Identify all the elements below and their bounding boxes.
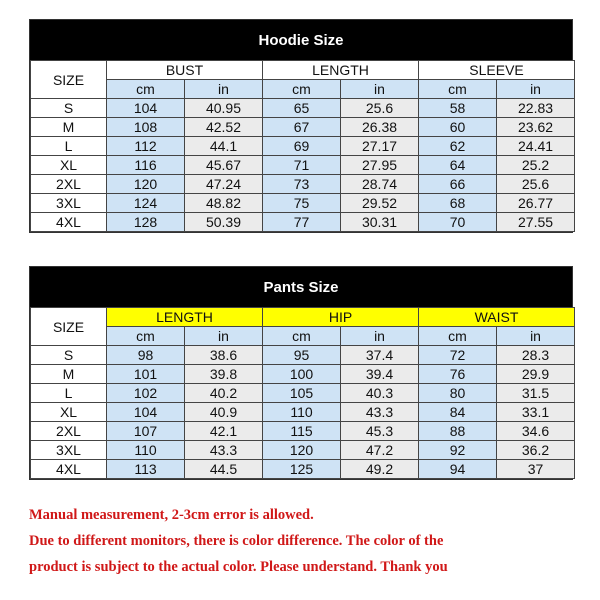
in-value-cell: 48.82	[185, 194, 263, 213]
table-row	[31, 137, 575, 156]
table-row	[31, 365, 575, 384]
cm-value-cell: 94	[419, 460, 497, 479]
pants-title: Pants Size	[30, 267, 572, 307]
cm-value-cell: 100	[263, 365, 341, 384]
hoodie-size-chart	[29, 19, 573, 233]
in-value-cell: 29.52	[341, 194, 419, 213]
table-row	[31, 175, 575, 194]
cm-value-cell: 112	[107, 137, 185, 156]
in-value-cell: 36.2	[497, 441, 575, 460]
unit-header: in	[341, 80, 419, 99]
pants-size-chart	[29, 266, 573, 480]
table-row	[31, 403, 575, 422]
cm-value-cell: 71	[263, 156, 341, 175]
pants-unit-row	[31, 327, 575, 346]
cm-value-cell: 115	[263, 422, 341, 441]
size-cell: L	[31, 384, 107, 403]
pants-group-hip: HIP	[263, 308, 419, 327]
hoodie-unit-row	[31, 80, 575, 99]
in-value-cell: 26.77	[497, 194, 575, 213]
in-value-cell: 30.31	[341, 213, 419, 232]
size-cell: 4XL	[31, 460, 107, 479]
in-value-cell: 27.55	[497, 213, 575, 232]
table-row	[31, 213, 575, 232]
cm-value-cell: 124	[107, 194, 185, 213]
cm-value-cell: 65	[263, 99, 341, 118]
table-row	[31, 156, 575, 175]
pants-group-header-row	[31, 308, 575, 327]
hoodie-group-length: LENGTH	[263, 61, 419, 80]
in-value-cell: 49.2	[341, 460, 419, 479]
in-value-cell: 43.3	[185, 441, 263, 460]
cm-value-cell: 98	[107, 346, 185, 365]
in-value-cell: 31.5	[497, 384, 575, 403]
in-value-cell: 33.1	[497, 403, 575, 422]
cm-value-cell: 88	[419, 422, 497, 441]
in-value-cell: 42.52	[185, 118, 263, 137]
in-value-cell: 42.1	[185, 422, 263, 441]
in-value-cell: 50.39	[185, 213, 263, 232]
cm-value-cell: 73	[263, 175, 341, 194]
cm-value-cell: 116	[107, 156, 185, 175]
hoodie-size-table	[30, 60, 575, 232]
in-value-cell: 45.67	[185, 156, 263, 175]
size-cell: S	[31, 346, 107, 365]
cm-value-cell: 108	[107, 118, 185, 137]
size-cell: 2XL	[31, 175, 107, 194]
cm-value-cell: 80	[419, 384, 497, 403]
cm-value-cell: 125	[263, 460, 341, 479]
pants-size-header: SIZE	[31, 308, 107, 346]
pants-size-table	[30, 307, 575, 479]
cm-value-cell: 104	[107, 403, 185, 422]
hoodie-size-header: SIZE	[31, 61, 107, 99]
cm-value-cell: 62	[419, 137, 497, 156]
note-line: product is subject to the actual color. Please understand. Thank you	[29, 559, 448, 575]
hoodie-title: Hoodie Size	[30, 20, 572, 60]
in-value-cell: 24.41	[497, 137, 575, 156]
in-value-cell: 39.4	[341, 365, 419, 384]
note-line: Due to different monitors, there is color difference. The color of the	[29, 533, 444, 549]
unit-header: cm	[263, 80, 341, 99]
table-row	[31, 194, 575, 213]
size-cell: 2XL	[31, 422, 107, 441]
size-cell: M	[31, 365, 107, 384]
pants-group-length: LENGTH	[107, 308, 263, 327]
in-value-cell: 38.6	[185, 346, 263, 365]
cm-value-cell: 84	[419, 403, 497, 422]
unit-header: cm	[107, 80, 185, 99]
table-row	[31, 384, 575, 403]
size-cell: 3XL	[31, 194, 107, 213]
pants-group-waist: WAIST	[419, 308, 575, 327]
notes	[29, 502, 589, 580]
table-row	[31, 422, 575, 441]
cm-value-cell: 58	[419, 99, 497, 118]
in-value-cell: 22.83	[497, 99, 575, 118]
cm-value-cell: 128	[107, 213, 185, 232]
unit-header: cm	[419, 80, 497, 99]
cm-value-cell: 105	[263, 384, 341, 403]
cm-value-cell: 120	[107, 175, 185, 194]
size-cell: XL	[31, 403, 107, 422]
in-value-cell: 26.38	[341, 118, 419, 137]
unit-header: cm	[263, 327, 341, 346]
in-value-cell: 25.6	[341, 99, 419, 118]
unit-header: in	[341, 327, 419, 346]
in-value-cell: 40.95	[185, 99, 263, 118]
in-value-cell: 25.2	[497, 156, 575, 175]
in-value-cell: 28.3	[497, 346, 575, 365]
in-value-cell: 47.2	[341, 441, 419, 460]
cm-value-cell: 104	[107, 99, 185, 118]
in-value-cell: 45.3	[341, 422, 419, 441]
size-cell: L	[31, 137, 107, 156]
unit-header: in	[497, 327, 575, 346]
cm-value-cell: 101	[107, 365, 185, 384]
hoodie-group-header-row	[31, 61, 575, 80]
in-value-cell: 44.5	[185, 460, 263, 479]
cm-value-cell: 113	[107, 460, 185, 479]
unit-header: in	[185, 327, 263, 346]
hoodie-group-sleeve: SLEEVE	[419, 61, 575, 80]
in-value-cell: 27.95	[341, 156, 419, 175]
table-row	[31, 99, 575, 118]
size-cell: XL	[31, 156, 107, 175]
hoodie-group-bust: BUST	[107, 61, 263, 80]
cm-value-cell: 95	[263, 346, 341, 365]
cm-value-cell: 76	[419, 365, 497, 384]
size-cell: 3XL	[31, 441, 107, 460]
cm-value-cell: 120	[263, 441, 341, 460]
in-value-cell: 40.9	[185, 403, 263, 422]
cm-value-cell: 64	[419, 156, 497, 175]
cm-value-cell: 77	[263, 213, 341, 232]
note-line: Manual measurement, 2-3cm error is allowed.	[29, 507, 314, 523]
in-value-cell: 39.8	[185, 365, 263, 384]
unit-header: cm	[107, 327, 185, 346]
size-cell: 4XL	[31, 213, 107, 232]
unit-header: in	[185, 80, 263, 99]
in-value-cell: 47.24	[185, 175, 263, 194]
cm-value-cell: 68	[419, 194, 497, 213]
cm-value-cell: 70	[419, 213, 497, 232]
in-value-cell: 25.6	[497, 175, 575, 194]
cm-value-cell: 107	[107, 422, 185, 441]
in-value-cell: 28.74	[341, 175, 419, 194]
in-value-cell: 40.2	[185, 384, 263, 403]
cm-value-cell: 92	[419, 441, 497, 460]
in-value-cell: 43.3	[341, 403, 419, 422]
cm-value-cell: 72	[419, 346, 497, 365]
unit-header: in	[497, 80, 575, 99]
in-value-cell: 44.1	[185, 137, 263, 156]
in-value-cell: 34.6	[497, 422, 575, 441]
in-value-cell: 27.17	[341, 137, 419, 156]
in-value-cell: 37	[497, 460, 575, 479]
cm-value-cell: 67	[263, 118, 341, 137]
size-cell: M	[31, 118, 107, 137]
table-row	[31, 441, 575, 460]
cm-value-cell: 102	[107, 384, 185, 403]
unit-header: cm	[419, 327, 497, 346]
cm-value-cell: 75	[263, 194, 341, 213]
in-value-cell: 40.3	[341, 384, 419, 403]
cm-value-cell: 60	[419, 118, 497, 137]
in-value-cell: 37.4	[341, 346, 419, 365]
table-row	[31, 460, 575, 479]
table-row	[31, 118, 575, 137]
table-row	[31, 346, 575, 365]
cm-value-cell: 69	[263, 137, 341, 156]
cm-value-cell: 110	[107, 441, 185, 460]
cm-value-cell: 66	[419, 175, 497, 194]
in-value-cell: 29.9	[497, 365, 575, 384]
in-value-cell: 23.62	[497, 118, 575, 137]
cm-value-cell: 110	[263, 403, 341, 422]
size-cell: S	[31, 99, 107, 118]
